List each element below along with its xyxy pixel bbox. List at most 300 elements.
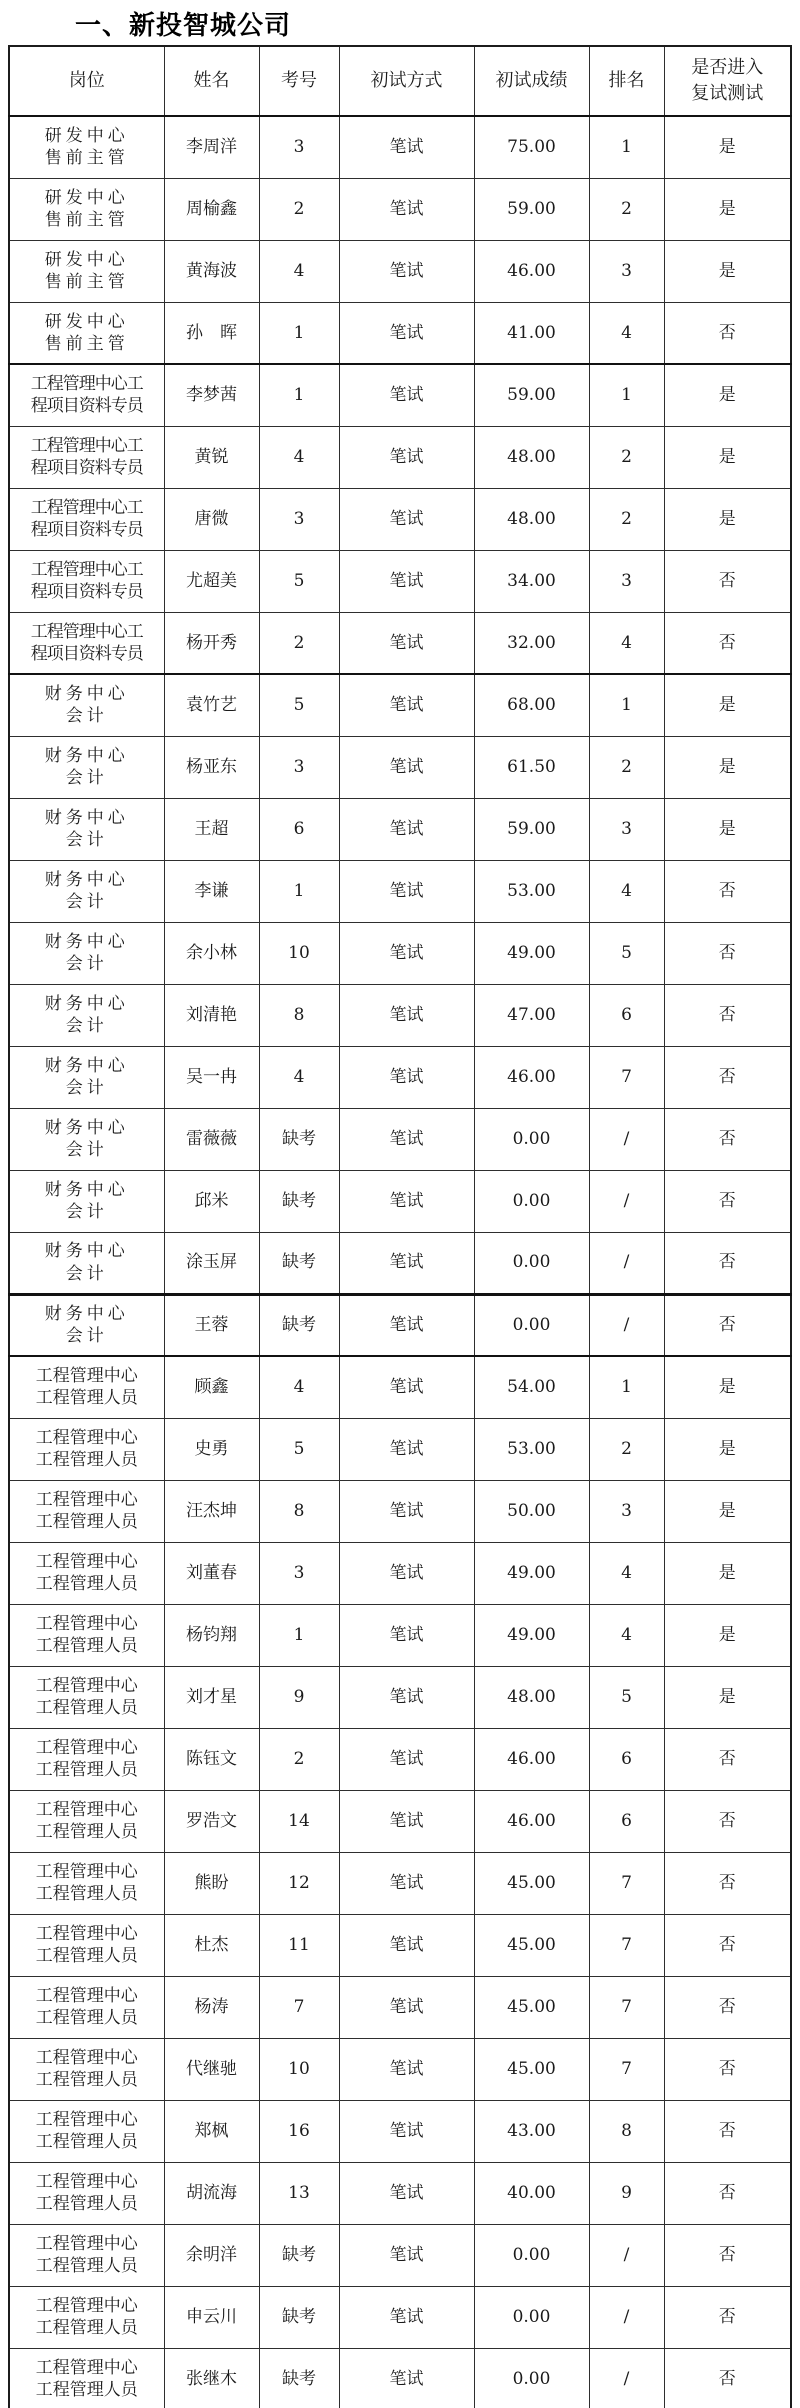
cell-name: 罗浩文 bbox=[164, 1790, 259, 1852]
cell-position: 工程管理中心 工程管理人员 bbox=[9, 1852, 164, 1914]
cell-position: 工程管理中心 工程管理人员 bbox=[9, 1418, 164, 1480]
cell-method: 笔试 bbox=[339, 364, 474, 426]
cell-name: 杨亚东 bbox=[164, 736, 259, 798]
cell-method: 笔试 bbox=[339, 1542, 474, 1604]
cell-exam-no: 缺考 bbox=[259, 1294, 339, 1356]
cell-exam-no: 3 bbox=[259, 116, 339, 178]
table-row bbox=[9, 1604, 791, 1666]
cell-position: 财务中心 会计 bbox=[9, 1046, 164, 1108]
cell-exam-no: 3 bbox=[259, 488, 339, 550]
cell-score: 49.00 bbox=[474, 1542, 589, 1604]
cell-method: 笔试 bbox=[339, 1170, 474, 1232]
table-row bbox=[9, 1170, 791, 1232]
cell-score: 45.00 bbox=[474, 1976, 589, 2038]
cell-score: 75.00 bbox=[474, 116, 589, 178]
table-row bbox=[9, 1232, 791, 1294]
cell-exam-no: 缺考 bbox=[259, 1232, 339, 1294]
cell-position: 研发中心 售前主管 bbox=[9, 302, 164, 364]
table-row bbox=[9, 240, 791, 302]
cell-position: 财务中心 会计 bbox=[9, 1294, 164, 1356]
cell-method: 笔试 bbox=[339, 488, 474, 550]
table-row bbox=[9, 922, 791, 984]
cell-pass: 否 bbox=[664, 1914, 791, 1976]
table-row bbox=[9, 302, 791, 364]
cell-rank: / bbox=[589, 1170, 664, 1232]
cell-exam-no: 9 bbox=[259, 1666, 339, 1728]
cell-position: 工程管理中心 工程管理人员 bbox=[9, 2100, 164, 2162]
cell-rank: 4 bbox=[589, 1604, 664, 1666]
cell-pass: 否 bbox=[664, 2286, 791, 2348]
header-row bbox=[9, 46, 791, 116]
cell-exam-no: 5 bbox=[259, 674, 339, 736]
cell-exam-no: 7 bbox=[259, 1976, 339, 2038]
cell-rank: 1 bbox=[589, 116, 664, 178]
cell-rank: / bbox=[589, 1108, 664, 1170]
table-row bbox=[9, 178, 791, 240]
cell-method: 笔试 bbox=[339, 1914, 474, 1976]
table-row bbox=[9, 2224, 791, 2286]
page-title: 一、新投智城公司 bbox=[75, 10, 292, 40]
cell-score: 0.00 bbox=[474, 1108, 589, 1170]
cell-name: 刘董春 bbox=[164, 1542, 259, 1604]
cell-pass: 是 bbox=[664, 1480, 791, 1542]
cell-score: 0.00 bbox=[474, 2286, 589, 2348]
cell-exam-no: 1 bbox=[259, 364, 339, 426]
cell-rank: 2 bbox=[589, 1418, 664, 1480]
cell-pass: 是 bbox=[664, 736, 791, 798]
cell-score: 54.00 bbox=[474, 1356, 589, 1418]
cell-exam-no: 12 bbox=[259, 1852, 339, 1914]
cell-exam-no: 10 bbox=[259, 2038, 339, 2100]
cell-name: 杨开秀 bbox=[164, 612, 259, 674]
cell-pass: 否 bbox=[664, 2224, 791, 2286]
cell-rank: 7 bbox=[589, 1046, 664, 1108]
cell-method: 笔试 bbox=[339, 2224, 474, 2286]
cell-pass: 否 bbox=[664, 922, 791, 984]
cell-score: 53.00 bbox=[474, 860, 589, 922]
cell-exam-no: 2 bbox=[259, 1728, 339, 1790]
table-row bbox=[9, 1976, 791, 2038]
cell-pass: 否 bbox=[664, 1108, 791, 1170]
table-row bbox=[9, 1728, 791, 1790]
cell-exam-no: 2 bbox=[259, 612, 339, 674]
cell-rank: 2 bbox=[589, 736, 664, 798]
table-body bbox=[9, 116, 791, 2408]
cell-position: 工程管理中心工 程项目资料专员 bbox=[9, 612, 164, 674]
cell-score: 53.00 bbox=[474, 1418, 589, 1480]
cell-method: 笔试 bbox=[339, 984, 474, 1046]
cell-position: 财务中心 会计 bbox=[9, 798, 164, 860]
cell-method: 笔试 bbox=[339, 1480, 474, 1542]
cell-name: 邱米 bbox=[164, 1170, 259, 1232]
cell-rank: / bbox=[589, 2286, 664, 2348]
cell-score: 45.00 bbox=[474, 1852, 589, 1914]
cell-method: 笔试 bbox=[339, 1294, 474, 1356]
cell-name: 唐微 bbox=[164, 488, 259, 550]
cell-rank: 7 bbox=[589, 1914, 664, 1976]
cell-rank: 3 bbox=[589, 240, 664, 302]
header-cell-name: 姓名 bbox=[164, 46, 259, 116]
cell-pass: 是 bbox=[664, 240, 791, 302]
cell-rank: 9 bbox=[589, 2162, 664, 2224]
cell-rank: 1 bbox=[589, 674, 664, 736]
cell-pass: 是 bbox=[664, 178, 791, 240]
cell-position: 财务中心 会计 bbox=[9, 674, 164, 736]
table-row bbox=[9, 1852, 791, 1914]
header-cell-rank: 排名 bbox=[589, 46, 664, 116]
cell-pass: 是 bbox=[664, 1666, 791, 1728]
cell-pass: 否 bbox=[664, 1232, 791, 1294]
cell-name: 杨钧翔 bbox=[164, 1604, 259, 1666]
cell-score: 46.00 bbox=[474, 1728, 589, 1790]
cell-score: 0.00 bbox=[474, 2348, 589, 2408]
cell-name: 孙 晖 bbox=[164, 302, 259, 364]
table-row bbox=[9, 1356, 791, 1418]
cell-method: 笔试 bbox=[339, 922, 474, 984]
cell-name: 余小林 bbox=[164, 922, 259, 984]
table-row bbox=[9, 1790, 791, 1852]
table-row bbox=[9, 736, 791, 798]
cell-score: 61.50 bbox=[474, 736, 589, 798]
cell-rank: / bbox=[589, 2224, 664, 2286]
cell-method: 笔试 bbox=[339, 1728, 474, 1790]
cell-method: 笔试 bbox=[339, 178, 474, 240]
table-row bbox=[9, 364, 791, 426]
cell-method: 笔试 bbox=[339, 1356, 474, 1418]
cell-score: 0.00 bbox=[474, 2224, 589, 2286]
cell-position: 工程管理中心 工程管理人员 bbox=[9, 2162, 164, 2224]
cell-name: 余明洋 bbox=[164, 2224, 259, 2286]
cell-score: 34.00 bbox=[474, 550, 589, 612]
cell-position: 工程管理中心工 程项目资料专员 bbox=[9, 488, 164, 550]
cell-name: 刘才星 bbox=[164, 1666, 259, 1728]
cell-score: 0.00 bbox=[474, 1232, 589, 1294]
cell-method: 笔试 bbox=[339, 612, 474, 674]
cell-method: 笔试 bbox=[339, 426, 474, 488]
cell-score: 50.00 bbox=[474, 1480, 589, 1542]
table-row bbox=[9, 1046, 791, 1108]
cell-rank: 4 bbox=[589, 302, 664, 364]
cell-score: 43.00 bbox=[474, 2100, 589, 2162]
cell-position: 工程管理中心 工程管理人员 bbox=[9, 2348, 164, 2408]
cell-exam-no: 4 bbox=[259, 1046, 339, 1108]
cell-method: 笔试 bbox=[339, 550, 474, 612]
cell-rank: 5 bbox=[589, 1666, 664, 1728]
cell-method: 笔试 bbox=[339, 116, 474, 178]
cell-position: 研发中心 售前主管 bbox=[9, 116, 164, 178]
cell-name: 涂玉屏 bbox=[164, 1232, 259, 1294]
header-cell-exam-no: 考号 bbox=[259, 46, 339, 116]
cell-pass: 否 bbox=[664, 1790, 791, 1852]
cell-rank: 3 bbox=[589, 1480, 664, 1542]
cell-pass: 是 bbox=[664, 1418, 791, 1480]
cell-rank: / bbox=[589, 1232, 664, 1294]
cell-pass: 否 bbox=[664, 1046, 791, 1108]
cell-position: 工程管理中心 工程管理人员 bbox=[9, 1666, 164, 1728]
cell-pass: 是 bbox=[664, 116, 791, 178]
cell-method: 笔试 bbox=[339, 1666, 474, 1728]
table-row bbox=[9, 550, 791, 612]
cell-rank: / bbox=[589, 2348, 664, 2408]
table-header bbox=[9, 46, 791, 116]
cell-position: 工程管理中心工 程项目资料专员 bbox=[9, 550, 164, 612]
cell-score: 59.00 bbox=[474, 178, 589, 240]
cell-rank: 7 bbox=[589, 2038, 664, 2100]
cell-exam-no: 缺考 bbox=[259, 1170, 339, 1232]
cell-exam-no: 缺考 bbox=[259, 2286, 339, 2348]
cell-method: 笔试 bbox=[339, 1418, 474, 1480]
cell-method: 笔试 bbox=[339, 674, 474, 736]
cell-pass: 是 bbox=[664, 488, 791, 550]
cell-position: 财务中心 会计 bbox=[9, 1232, 164, 1294]
cell-score: 40.00 bbox=[474, 2162, 589, 2224]
cell-score: 68.00 bbox=[474, 674, 589, 736]
table-row bbox=[9, 2038, 791, 2100]
cell-score: 32.00 bbox=[474, 612, 589, 674]
cell-method: 笔试 bbox=[339, 798, 474, 860]
cell-score: 45.00 bbox=[474, 1914, 589, 1976]
cell-pass: 是 bbox=[664, 1356, 791, 1418]
table-row bbox=[9, 2348, 791, 2408]
table-row bbox=[9, 116, 791, 178]
cell-score: 45.00 bbox=[474, 2038, 589, 2100]
cell-position: 工程管理中心 工程管理人员 bbox=[9, 1604, 164, 1666]
cell-position: 工程管理中心 工程管理人员 bbox=[9, 2224, 164, 2286]
cell-position: 财务中心 会计 bbox=[9, 984, 164, 1046]
cell-pass: 否 bbox=[664, 2162, 791, 2224]
cell-position: 研发中心 售前主管 bbox=[9, 178, 164, 240]
cell-pass: 是 bbox=[664, 364, 791, 426]
cell-score: 59.00 bbox=[474, 364, 589, 426]
cell-pass: 否 bbox=[664, 302, 791, 364]
cell-exam-no: 缺考 bbox=[259, 2224, 339, 2286]
cell-name: 陈钰文 bbox=[164, 1728, 259, 1790]
cell-method: 笔试 bbox=[339, 2348, 474, 2408]
cell-rank: 7 bbox=[589, 1976, 664, 2038]
table-row bbox=[9, 2162, 791, 2224]
cell-method: 笔试 bbox=[339, 1976, 474, 2038]
table-row bbox=[9, 2100, 791, 2162]
cell-score: 48.00 bbox=[474, 488, 589, 550]
cell-pass: 否 bbox=[664, 2100, 791, 2162]
cell-name: 李梦茜 bbox=[164, 364, 259, 426]
cell-position: 财务中心 会计 bbox=[9, 922, 164, 984]
table-row bbox=[9, 1480, 791, 1542]
cell-score: 47.00 bbox=[474, 984, 589, 1046]
cell-score: 41.00 bbox=[474, 302, 589, 364]
cell-name: 王超 bbox=[164, 798, 259, 860]
cell-method: 笔试 bbox=[339, 2100, 474, 2162]
cell-score: 46.00 bbox=[474, 1790, 589, 1852]
cell-exam-no: 1 bbox=[259, 860, 339, 922]
table-row bbox=[9, 1542, 791, 1604]
cell-name: 郑枫 bbox=[164, 2100, 259, 2162]
cell-name: 史勇 bbox=[164, 1418, 259, 1480]
cell-rank: 1 bbox=[589, 364, 664, 426]
cell-exam-no: 3 bbox=[259, 1542, 339, 1604]
cell-rank: 1 bbox=[589, 1356, 664, 1418]
cell-position: 财务中心 会计 bbox=[9, 1108, 164, 1170]
cell-rank: 4 bbox=[589, 1542, 664, 1604]
header-cell-position: 岗位 bbox=[9, 46, 164, 116]
cell-method: 笔试 bbox=[339, 1604, 474, 1666]
table-row bbox=[9, 2286, 791, 2348]
cell-pass: 是 bbox=[664, 798, 791, 860]
cell-name: 张继木 bbox=[164, 2348, 259, 2408]
table-row bbox=[9, 798, 791, 860]
cell-exam-no: 4 bbox=[259, 426, 339, 488]
cell-name: 李谦 bbox=[164, 860, 259, 922]
cell-rank: 2 bbox=[589, 426, 664, 488]
cell-name: 汪杰坤 bbox=[164, 1480, 259, 1542]
cell-exam-no: 缺考 bbox=[259, 1108, 339, 1170]
cell-name: 吴一冉 bbox=[164, 1046, 259, 1108]
cell-rank: 2 bbox=[589, 488, 664, 550]
cell-name: 熊盼 bbox=[164, 1852, 259, 1914]
cell-rank: 5 bbox=[589, 922, 664, 984]
cell-pass: 是 bbox=[664, 1542, 791, 1604]
cell-name: 杨涛 bbox=[164, 1976, 259, 2038]
cell-exam-no: 14 bbox=[259, 1790, 339, 1852]
cell-method: 笔试 bbox=[339, 736, 474, 798]
cell-name: 黄海波 bbox=[164, 240, 259, 302]
cell-score: 46.00 bbox=[474, 240, 589, 302]
cell-score: 49.00 bbox=[474, 1604, 589, 1666]
cell-position: 研发中心 售前主管 bbox=[9, 240, 164, 302]
cell-name: 刘清艳 bbox=[164, 984, 259, 1046]
header-cell-score: 初试成绩 bbox=[474, 46, 589, 116]
cell-pass: 否 bbox=[664, 984, 791, 1046]
cell-pass: 否 bbox=[664, 1976, 791, 2038]
cell-exam-no: 3 bbox=[259, 736, 339, 798]
table-row bbox=[9, 426, 791, 488]
cell-name: 顾鑫 bbox=[164, 1356, 259, 1418]
cell-name: 尤超美 bbox=[164, 550, 259, 612]
cell-pass: 否 bbox=[664, 1170, 791, 1232]
cell-exam-no: 5 bbox=[259, 1418, 339, 1480]
cell-position: 工程管理中心工 程项目资料专员 bbox=[9, 364, 164, 426]
cell-pass: 否 bbox=[664, 2038, 791, 2100]
cell-name: 杜杰 bbox=[164, 1914, 259, 1976]
cell-exam-no: 11 bbox=[259, 1914, 339, 1976]
table-row bbox=[9, 1294, 791, 1356]
cell-pass: 否 bbox=[664, 1852, 791, 1914]
table-row bbox=[9, 1914, 791, 1976]
cell-name: 黄锐 bbox=[164, 426, 259, 488]
cell-pass: 是 bbox=[664, 1604, 791, 1666]
table-row bbox=[9, 1418, 791, 1480]
table-row bbox=[9, 612, 791, 674]
cell-exam-no: 4 bbox=[259, 1356, 339, 1418]
cell-method: 笔试 bbox=[339, 1232, 474, 1294]
cell-position: 工程管理中心 工程管理人员 bbox=[9, 2038, 164, 2100]
cell-position: 工程管理中心 工程管理人员 bbox=[9, 1976, 164, 2038]
cell-method: 笔试 bbox=[339, 240, 474, 302]
cell-position: 工程管理中心工 程项目资料专员 bbox=[9, 426, 164, 488]
header-cell-method: 初试方式 bbox=[339, 46, 474, 116]
header-cell-pass: 是否进入 复试测试 bbox=[664, 46, 791, 116]
table-row bbox=[9, 1666, 791, 1728]
cell-rank: 8 bbox=[589, 2100, 664, 2162]
cell-position: 工程管理中心 工程管理人员 bbox=[9, 1914, 164, 1976]
cell-rank: 6 bbox=[589, 1790, 664, 1852]
cell-position: 工程管理中心 工程管理人员 bbox=[9, 1542, 164, 1604]
cell-method: 笔试 bbox=[339, 2286, 474, 2348]
cell-position: 财务中心 会计 bbox=[9, 736, 164, 798]
cell-method: 笔试 bbox=[339, 1046, 474, 1108]
cell-exam-no: 5 bbox=[259, 550, 339, 612]
cell-method: 笔试 bbox=[339, 302, 474, 364]
cell-rank: 4 bbox=[589, 860, 664, 922]
cell-exam-no: 4 bbox=[259, 240, 339, 302]
cell-score: 0.00 bbox=[474, 1170, 589, 1232]
cell-score: 48.00 bbox=[474, 1666, 589, 1728]
cell-method: 笔试 bbox=[339, 1108, 474, 1170]
cell-rank: 3 bbox=[589, 550, 664, 612]
cell-exam-no: 2 bbox=[259, 178, 339, 240]
cell-position: 工程管理中心 工程管理人员 bbox=[9, 1480, 164, 1542]
cell-exam-no: 缺考 bbox=[259, 2348, 339, 2408]
cell-position: 工程管理中心 工程管理人员 bbox=[9, 1356, 164, 1418]
table-row bbox=[9, 860, 791, 922]
cell-exam-no: 10 bbox=[259, 922, 339, 984]
cell-name: 代继驰 bbox=[164, 2038, 259, 2100]
cell-pass: 否 bbox=[664, 550, 791, 612]
cell-rank: 6 bbox=[589, 1728, 664, 1790]
table-row bbox=[9, 1108, 791, 1170]
cell-pass: 否 bbox=[664, 860, 791, 922]
cell-pass: 否 bbox=[664, 1728, 791, 1790]
cell-exam-no: 16 bbox=[259, 2100, 339, 2162]
cell-rank: 7 bbox=[589, 1852, 664, 1914]
cell-pass: 是 bbox=[664, 674, 791, 736]
cell-method: 笔试 bbox=[339, 1852, 474, 1914]
cell-score: 46.00 bbox=[474, 1046, 589, 1108]
cell-pass: 是 bbox=[664, 426, 791, 488]
cell-rank: / bbox=[589, 1294, 664, 1356]
cell-name: 胡流海 bbox=[164, 2162, 259, 2224]
cell-score: 49.00 bbox=[474, 922, 589, 984]
table-row bbox=[9, 674, 791, 736]
cell-exam-no: 13 bbox=[259, 2162, 339, 2224]
cell-exam-no: 1 bbox=[259, 1604, 339, 1666]
cell-pass: 否 bbox=[664, 1294, 791, 1356]
cell-rank: 4 bbox=[589, 612, 664, 674]
cell-pass: 否 bbox=[664, 2348, 791, 2408]
cell-pass: 否 bbox=[664, 612, 791, 674]
cell-score: 0.00 bbox=[474, 1294, 589, 1356]
cell-rank: 3 bbox=[589, 798, 664, 860]
cell-position: 财务中心 会计 bbox=[9, 860, 164, 922]
cell-method: 笔试 bbox=[339, 860, 474, 922]
cell-exam-no: 6 bbox=[259, 798, 339, 860]
cell-method: 笔试 bbox=[339, 2162, 474, 2224]
cell-method: 笔试 bbox=[339, 1790, 474, 1852]
table-row bbox=[9, 984, 791, 1046]
cell-score: 59.00 bbox=[474, 798, 589, 860]
cell-method: 笔试 bbox=[339, 2038, 474, 2100]
cell-position: 工程管理中心 工程管理人员 bbox=[9, 1728, 164, 1790]
cell-position: 财务中心 会计 bbox=[9, 1170, 164, 1232]
cell-rank: 2 bbox=[589, 178, 664, 240]
cell-position: 工程管理中心 工程管理人员 bbox=[9, 2286, 164, 2348]
cell-name: 李周洋 bbox=[164, 116, 259, 178]
cell-rank: 6 bbox=[589, 984, 664, 1046]
cell-name: 雷薇薇 bbox=[164, 1108, 259, 1170]
cell-name: 袁竹艺 bbox=[164, 674, 259, 736]
cell-exam-no: 8 bbox=[259, 984, 339, 1046]
cell-name: 周榆鑫 bbox=[164, 178, 259, 240]
